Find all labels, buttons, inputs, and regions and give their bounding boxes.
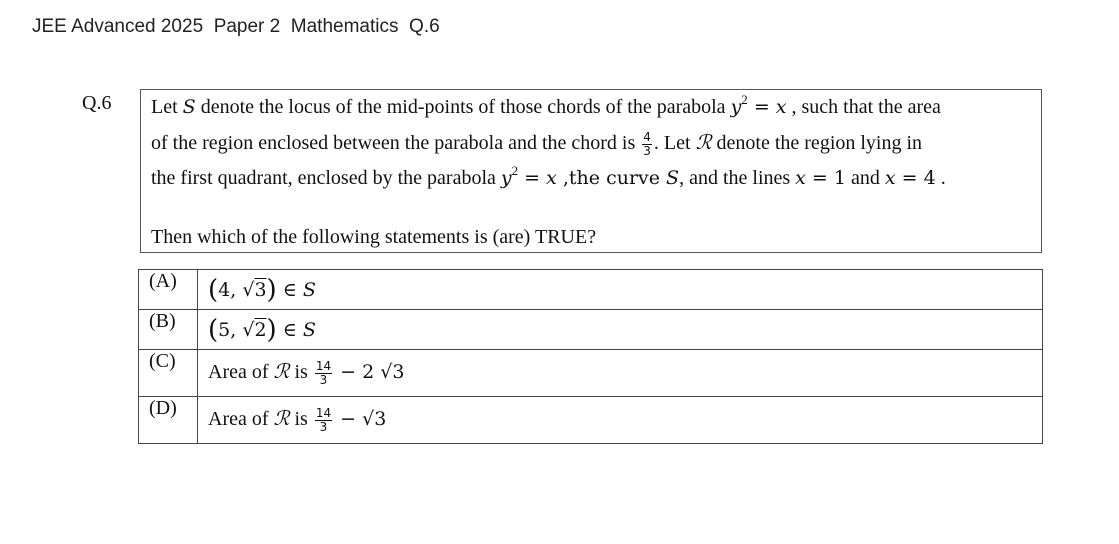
equals-x: = x	[518, 167, 557, 189]
paren-open: (	[208, 274, 219, 305]
symbol-y: y	[500, 167, 512, 189]
fraction-numerator: 4	[643, 129, 651, 144]
coord: 5,	[218, 318, 243, 341]
equals-1: = 1	[805, 167, 846, 189]
text: Area of	[208, 408, 274, 431]
question-line-2	[151, 130, 922, 158]
symbol-x: x	[884, 167, 896, 189]
equals-4: = 4	[895, 167, 936, 189]
text: Let	[151, 96, 183, 118]
option-label: (C)	[139, 350, 198, 397]
option-content	[198, 397, 1043, 444]
fraction-numerator: 14	[315, 358, 332, 373]
symbol-x: x	[795, 167, 806, 189]
text: denote the region lying in	[711, 132, 923, 154]
symbol-s: S	[182, 96, 196, 118]
text: ,the curve	[556, 167, 667, 189]
fraction-denominator: 3	[315, 420, 332, 434]
option-row-b[interactable]	[139, 310, 1043, 350]
text: and	[845, 167, 885, 189]
symbol-r: ℛ	[695, 130, 712, 154]
member-s: ∈ S	[276, 278, 316, 301]
question-line-1	[151, 92, 941, 119]
option-content	[198, 270, 1043, 310]
fraction-numerator: 14	[315, 405, 332, 420]
text: of the region enclosed between the parabola and the chord is	[151, 132, 641, 154]
option-row-c[interactable]	[139, 350, 1043, 397]
sqrt-symbol: √	[242, 278, 255, 301]
paren-open: (	[208, 314, 219, 345]
option-row-d[interactable]	[139, 397, 1043, 444]
paren-close: )	[266, 274, 277, 305]
symbol-r: ℛ	[273, 406, 290, 431]
sqrt-symbol: √	[242, 318, 255, 341]
option-content	[198, 310, 1043, 350]
fraction	[642, 131, 652, 158]
text: , and the lines	[679, 167, 796, 189]
exponent: 2	[511, 163, 519, 178]
text: .	[935, 167, 946, 189]
option-content	[198, 350, 1043, 397]
fraction	[315, 407, 332, 434]
exponent: 2	[741, 92, 748, 107]
question-line-3	[151, 163, 946, 190]
option-label: (A)	[139, 270, 198, 310]
text: is	[289, 408, 313, 431]
text: is	[289, 361, 313, 384]
radicand: 2	[254, 318, 267, 341]
member-s: ∈ S	[276, 318, 316, 341]
text: , such that the area	[786, 96, 941, 118]
option-label: (B)	[139, 310, 198, 350]
question-prompt: Then which of the following statements is (are) TRUE?	[151, 226, 597, 248]
text: denote the locus of the mid-points of those chords of the parabola	[195, 96, 731, 118]
symbol-y: y	[730, 96, 742, 118]
question-number: Q.6	[82, 92, 112, 114]
option-label: (D)	[139, 397, 198, 444]
fraction-denominator: 3	[315, 373, 332, 387]
coord: 4,	[218, 278, 243, 301]
question-box	[140, 89, 1042, 253]
page-header: JEE Advanced 2025 Paper 2 Mathematics Q.6	[32, 16, 440, 37]
equals-x: = x	[747, 96, 787, 118]
expression-rest: − √3	[334, 408, 387, 431]
options-table	[138, 269, 1043, 444]
fraction-denominator: 3	[643, 143, 651, 158]
expression-rest: − 2 √3	[334, 361, 405, 384]
text: the first quadrant, enclosed by the parabola	[151, 167, 501, 189]
fraction	[315, 360, 332, 387]
radicand: 3	[254, 278, 267, 301]
paren-close: )	[266, 314, 277, 345]
text: . Let	[653, 132, 696, 154]
symbol-s: S	[666, 167, 680, 189]
symbol-r: ℛ	[273, 359, 290, 384]
option-row-a[interactable]	[139, 270, 1043, 310]
text: Area of	[208, 361, 274, 384]
